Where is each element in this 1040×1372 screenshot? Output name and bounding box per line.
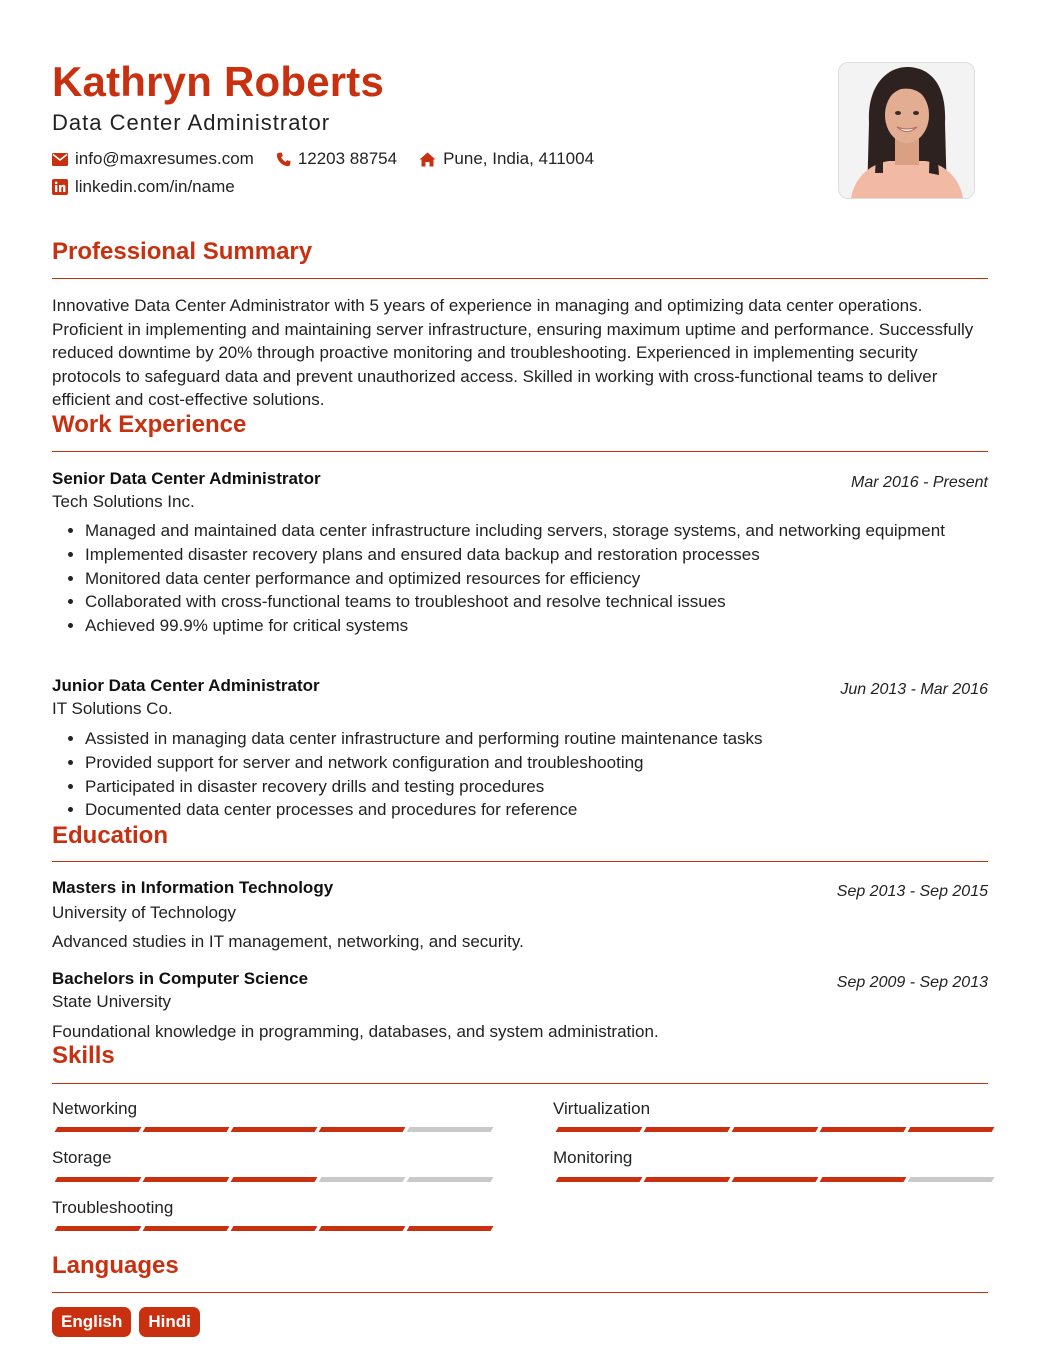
skill-name: Troubleshooting	[52, 1198, 174, 1217]
list-item: • Assisted in managing data center infrastructure and performing routine maintenance tasks	[85, 727, 945, 751]
school-name: State University	[52, 992, 172, 1011]
skill-segment-filled	[908, 1127, 995, 1132]
skill-segment-filled	[820, 1177, 907, 1182]
education-dates: Sep 2009 - Sep 2013	[836, 974, 988, 991]
skill-segment-filled	[732, 1177, 819, 1182]
job-bullets	[52, 727, 945, 822]
summary-text: Innovative Data Center Administrator with 5 years of experience in managing and optimizing data center operations. Proficient in implementing and maintaining server infrastructure, ensuring maximum uptime and performance. Successfully reduced downtime by 20% through proactive monitoring and troubleshooting. Experienced in implementing security protocols to safeguard data and prevent unauthorized access. Skilled in working with cross-functional teams to deliver efficient and cost-effective solutions.	[52, 296, 974, 409]
linkedin-text: linkedin.com/in/name	[75, 177, 235, 196]
skill-segment-filled	[143, 1127, 230, 1132]
list-item: • Documented data center processes and procedures for reference	[85, 798, 945, 822]
school-name: University of Technology	[52, 903, 236, 922]
candidate-role: Data Center Administrator	[52, 110, 331, 135]
skill-segment-filled	[407, 1226, 494, 1231]
degree-title: Masters in Information Technology	[52, 878, 334, 897]
list-item: • Collaborated with cross-functional teams to troubleshoot and resolve technical issues	[85, 590, 945, 614]
contact-phone[interactable]	[276, 149, 397, 169]
job-dates: Jun 2013 - Mar 2016	[840, 681, 988, 698]
skill-segment-filled	[143, 1226, 230, 1231]
profile-photo	[838, 62, 975, 199]
skill-level-bar	[56, 1177, 496, 1182]
skill-segment-filled	[55, 1226, 142, 1231]
skill-segment-filled	[556, 1177, 643, 1182]
phone-text: 12203 88754	[297, 149, 398, 168]
skill-level-bar	[56, 1226, 496, 1231]
job-title: Senior Data Center Administrator	[52, 469, 321, 488]
phone-icon	[276, 152, 291, 167]
education-description: Foundational knowledge in programming, databases, and system administration.	[52, 1022, 659, 1041]
skill-segment-filled	[644, 1127, 731, 1132]
skill-level-bar	[56, 1127, 496, 1132]
experience-heading: Work Experience	[52, 411, 247, 438]
skill-segment-empty	[407, 1177, 494, 1182]
degree-title: Bachelors in Computer Science	[52, 969, 309, 988]
job-title: Junior Data Center Administrator	[52, 676, 320, 695]
envelope-icon	[52, 153, 68, 166]
summary-heading: Professional Summary	[52, 238, 313, 265]
education-description: Advanced studies in IT management, networking, and security.	[52, 932, 524, 951]
contact-email[interactable]	[52, 149, 254, 169]
profile-photo-image	[839, 63, 974, 198]
list-item: • Participated in disaster recovery drills and testing procedures	[85, 775, 945, 799]
skill-segment-empty	[407, 1127, 494, 1132]
job-company: IT Solutions Co.	[52, 699, 173, 718]
skill-segment-filled	[319, 1226, 406, 1231]
home-icon	[419, 152, 436, 167]
language-pill: Hindi	[139, 1307, 200, 1337]
contact-linkedin[interactable]	[52, 177, 235, 197]
skill-level-bar	[557, 1127, 997, 1132]
skill-segment-filled	[55, 1127, 142, 1132]
skill-segment-filled	[231, 1127, 318, 1132]
skill-segment-filled	[820, 1127, 907, 1132]
skill-segment-filled	[556, 1127, 643, 1132]
skill-segment-filled	[231, 1177, 318, 1182]
contact-row	[52, 177, 257, 197]
education-dates: Sep 2013 - Sep 2015	[836, 883, 988, 900]
skill-segment-filled	[319, 1127, 406, 1132]
language-pill: English	[52, 1307, 131, 1337]
list-item: • Provided support for server and network configuration and troubleshooting	[85, 751, 945, 775]
skill-name: Virtualization	[553, 1099, 651, 1118]
candidate-name: Kathryn Roberts	[52, 58, 385, 105]
education-heading: Education	[52, 822, 169, 849]
section-divider	[52, 278, 988, 279]
skill-segment-filled	[143, 1177, 230, 1182]
section-divider	[52, 1292, 988, 1293]
skill-segment-filled	[644, 1177, 731, 1182]
skill-segment-empty	[908, 1177, 995, 1182]
job-dates: Mar 2016 - Present	[851, 474, 988, 491]
resume-header	[52, 0, 988, 215]
skill-segment-filled	[732, 1127, 819, 1132]
linkedin-icon	[52, 179, 68, 195]
skills-heading: Skills	[52, 1042, 115, 1069]
section-divider	[52, 861, 988, 862]
skill-name: Monitoring	[553, 1148, 633, 1167]
list-item: • Implemented disaster recovery plans and ensured data backup and restoration processes	[85, 543, 945, 567]
list-item: • Managed and maintained data center infrastructure including servers, storage systems, and networking equipment	[85, 519, 945, 543]
skill-level-bar	[557, 1177, 997, 1182]
resume-page	[52, 0, 988, 1331]
language-list	[52, 1307, 208, 1337]
email-text: info@maxresumes.com	[75, 149, 254, 168]
skill-name: Storage	[52, 1148, 112, 1167]
section-divider	[52, 451, 988, 452]
skill-name: Networking	[52, 1099, 138, 1118]
list-item: • Achieved 99.9% uptime for critical systems	[85, 614, 945, 638]
contact-location	[419, 149, 594, 169]
section-divider	[52, 1083, 988, 1084]
skill-segment-filled	[55, 1177, 142, 1182]
skill-segment-filled	[231, 1226, 318, 1231]
languages-heading: Languages	[52, 1252, 179, 1279]
job-company: Tech Solutions Inc.	[52, 492, 195, 511]
contact-row	[52, 149, 616, 169]
list-item: • Monitored data center performance and optimized resources for efficiency	[85, 567, 945, 591]
location-text: Pune, India, 411004	[443, 149, 595, 168]
job-bullets	[52, 519, 945, 638]
skill-segment-empty	[319, 1177, 406, 1182]
